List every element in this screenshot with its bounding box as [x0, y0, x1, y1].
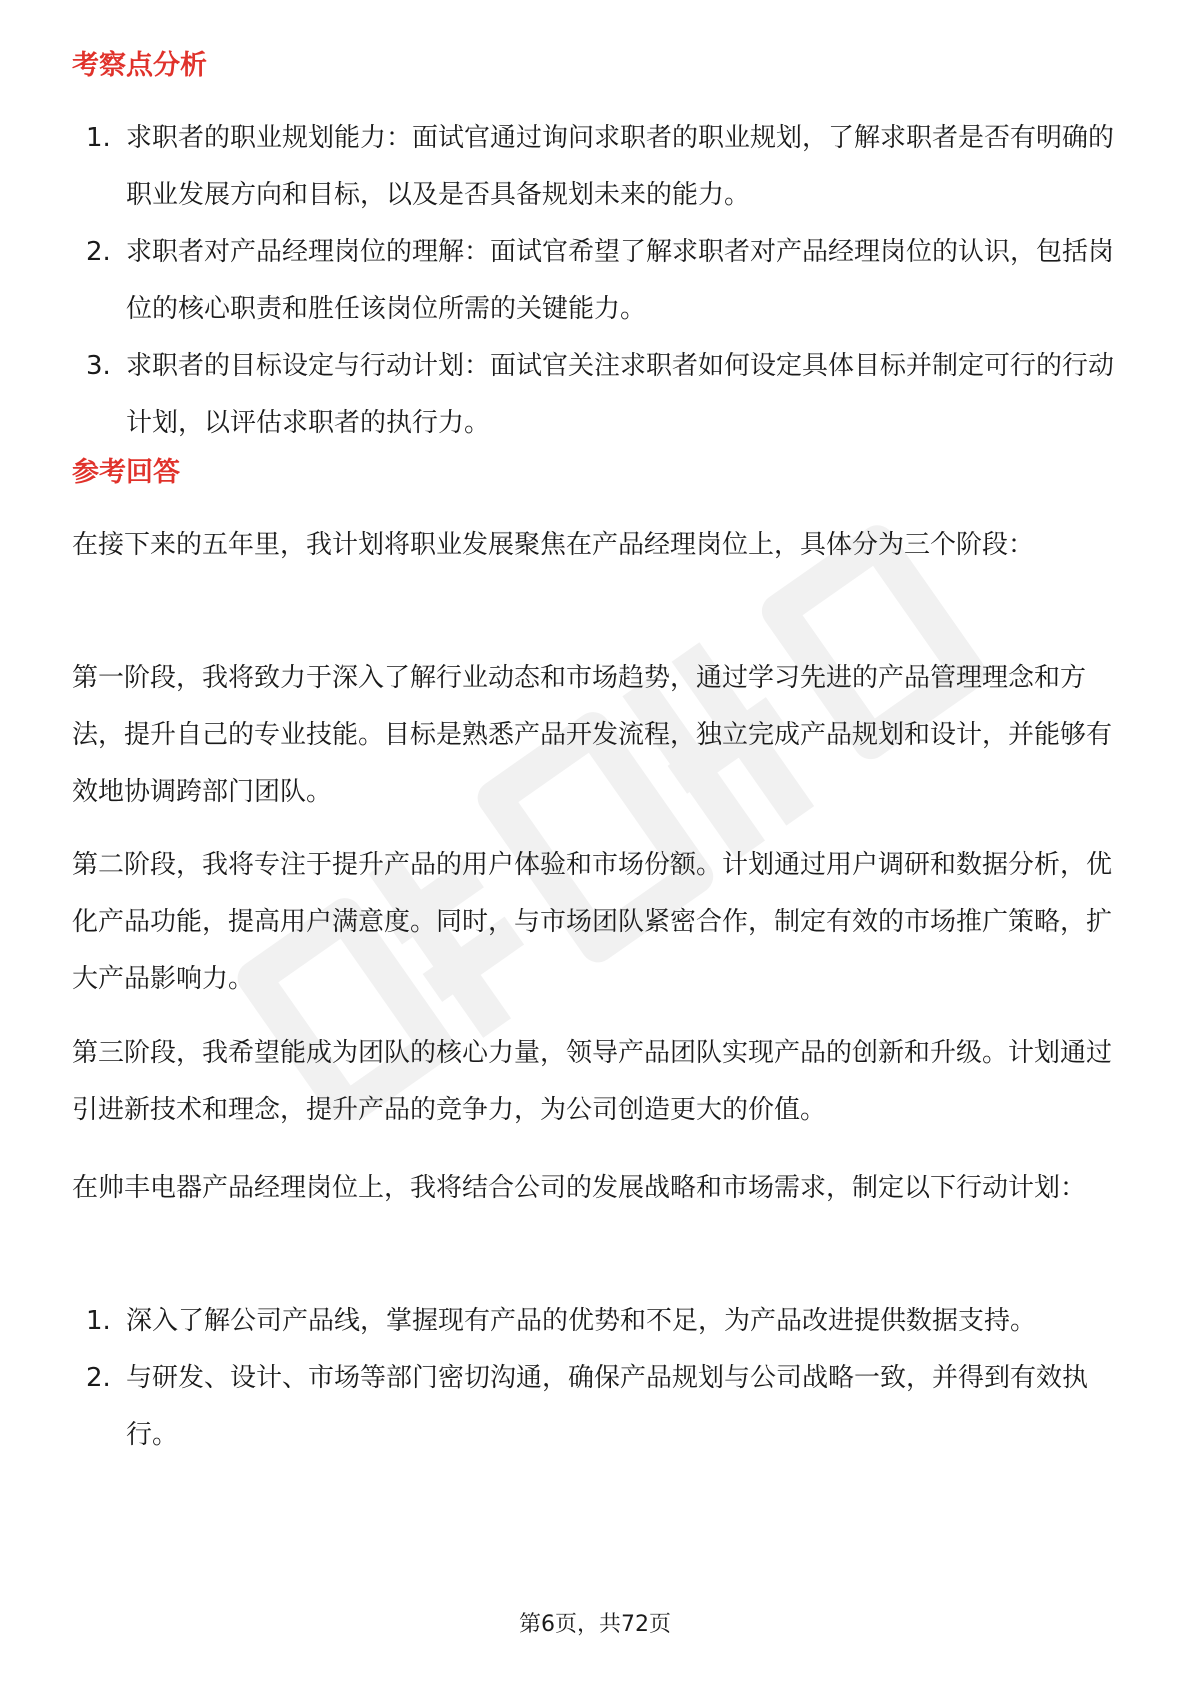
list-item-number: 1.	[86, 123, 111, 153]
answer-paragraph: 在接下来的五年里，我计划将职业发展聚焦在产品经理岗位上，具体分为三个阶段：	[72, 530, 1035, 560]
section-title-answer: 参考回答	[72, 457, 180, 488]
answer-paragraph: 第一阶段，我将致力于深入了解行业动态和市场趋势，通过学习先进的产品管理理念和方法，提升自己的专业技能。目标是熟悉产品开发流程，独立完成产品规划和设计，并能够有效地协调跨部门团队。	[72, 663, 1113, 807]
list-item-number: 2.	[86, 237, 111, 267]
list-item	[72, 224, 1120, 338]
page-number-footer: 第6页，共72页	[519, 1612, 671, 1637]
section-title-analysis: 考察点分析	[72, 50, 207, 81]
list-item-text: 求职者对产品经理岗位的理解：面试官希望了解求职者对产品经理岗位的认识，包括岗位的核心职责和胜任该岗位所需的关键能力。	[126, 237, 1115, 324]
list-item-number: 2.	[86, 1363, 111, 1393]
answer-paragraph: 在帅丰电器产品经理岗位上，我将结合公司的发展战略和市场需求，制定以下行动计划：	[72, 1173, 1087, 1203]
action-plan-list	[72, 1293, 1120, 1464]
analysis-list	[72, 110, 1120, 452]
list-item-number: 3.	[86, 351, 111, 381]
list-item	[72, 110, 1120, 224]
list-item	[72, 338, 1120, 452]
list-item-text: 求职者的目标设定与行动计划：面试官关注求职者如何设定具体目标并制定可行的行动计划，以评估求职者的执行力。	[126, 351, 1115, 438]
list-item-text: 与研发、设计、市场等部门密切沟通，确保产品规划与公司战略一致，并得到有效执行。	[126, 1363, 1089, 1450]
answer-paragraph: 第三阶段，我希望能成为团队的核心力量，领导产品团队实现产品的创新和升级。计划通过引进新技术和理念，提升产品的竞争力，为公司创造更大的价值。	[72, 1038, 1113, 1125]
answer-paragraph: 第二阶段，我将专注于提升产品的用户体验和市场份额。计划通过用户调研和数据分析，优化产品功能，提高用户满意度。同时，与市场团队紧密合作，制定有效的市场推广策略，扩大产品影响力。	[72, 850, 1113, 994]
list-item-number: 1.	[86, 1306, 111, 1336]
list-item	[72, 1350, 1120, 1464]
list-item-text: 深入了解公司产品线，掌握现有产品的优势和不足，为产品改进提供数据支持。	[126, 1306, 1037, 1336]
list-item-text: 求职者的职业规划能力：面试官通过询问求职者的职业规划，了解求职者是否有明确的职业发展方向和目标，以及是否具备规划未来的能力。	[126, 123, 1115, 210]
list-item	[72, 1293, 1120, 1350]
